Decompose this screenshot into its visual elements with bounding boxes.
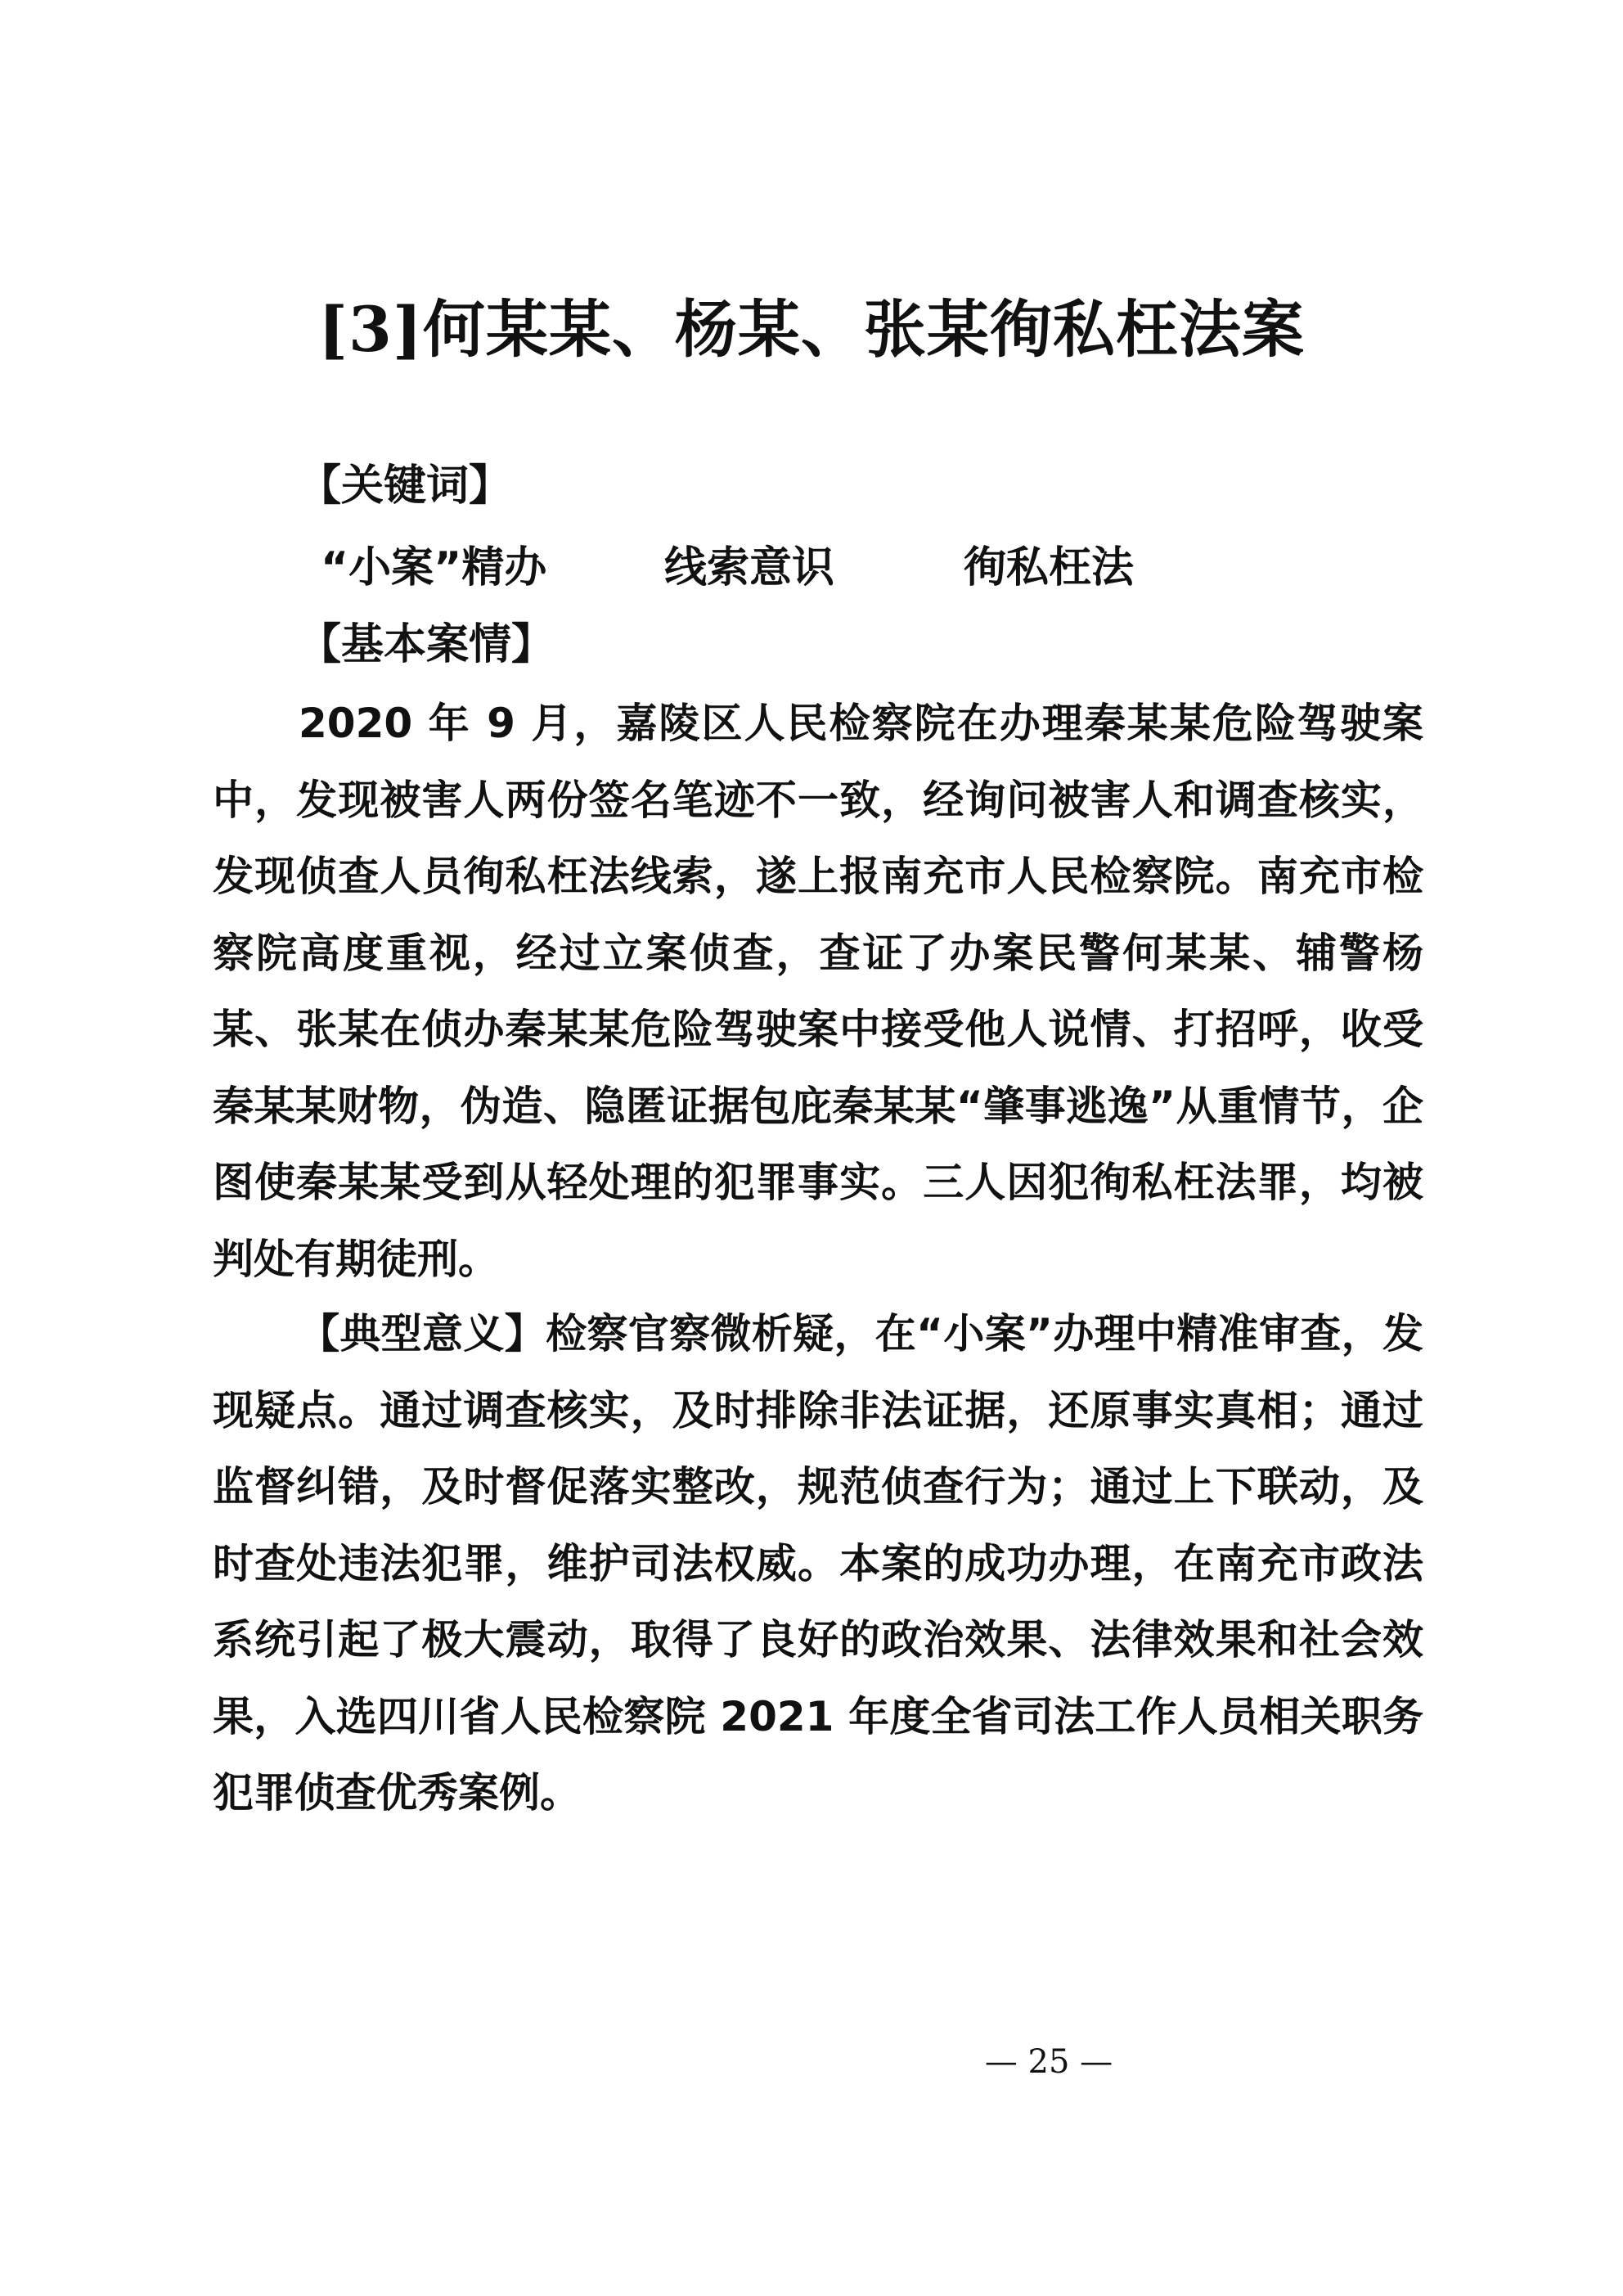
page-number: — 25 —	[984, 2043, 1113, 2081]
keywords-heading: 【关键词】	[299, 461, 512, 511]
basic-facts-paragraph: 2020 年 9 月，嘉陵区人民检察院在办理秦某某危险驾驶案中，发现被害人两份签名笔迹不一致，经询问被害人和调查核实，发现侦查人员徇私枉法线索，遂上报南充市人民检察院。南充市检察院高度重视，经过立案侦查，查证了办案民警何某某、辅警杨某、张某在侦办秦某某危险驾驶案中接受他人说情、打招呼，收受秦某某财物，伪造、隐匿证据包庇秦某某“肇事逃逸”从重情节，企图使秦某某受到从轻处理的犯罪事实。三人因犯徇私枉法罪，均被判处有期徒刑。	[213, 700, 1423, 1283]
significance-heading: 【典型意义】	[299, 1310, 546, 1357]
significance-paragraph	[213, 1296, 1423, 1832]
significance-text: 检察官察微析疑，在“小案”办理中精准审查，发现疑点。通过调查核实，及时排除非法证据，还原事实真相；通过监督纠错，及时督促落实整改，规范侦查行为；通过上下联动，及时查处违法犯罪，维护司法权威。本案的成功办理，在南充市政法系统引起了极大震动，取得了良好的政治效果、法律效果和社会效果，入选四川省人民检察院 2021 年度全省司法工作人员相关职务犯罪侦查优秀案例。	[213, 1310, 1423, 1817]
keyword-1: “小案”精办	[321, 543, 547, 592]
basic-facts-heading: 【基本案情】	[299, 620, 555, 669]
keyword-3: 徇私枉法	[964, 543, 1135, 592]
document-title: [3]何某某、杨某、张某徇私枉法案	[318, 293, 1305, 366]
keyword-2: 线索意识	[664, 543, 835, 592]
